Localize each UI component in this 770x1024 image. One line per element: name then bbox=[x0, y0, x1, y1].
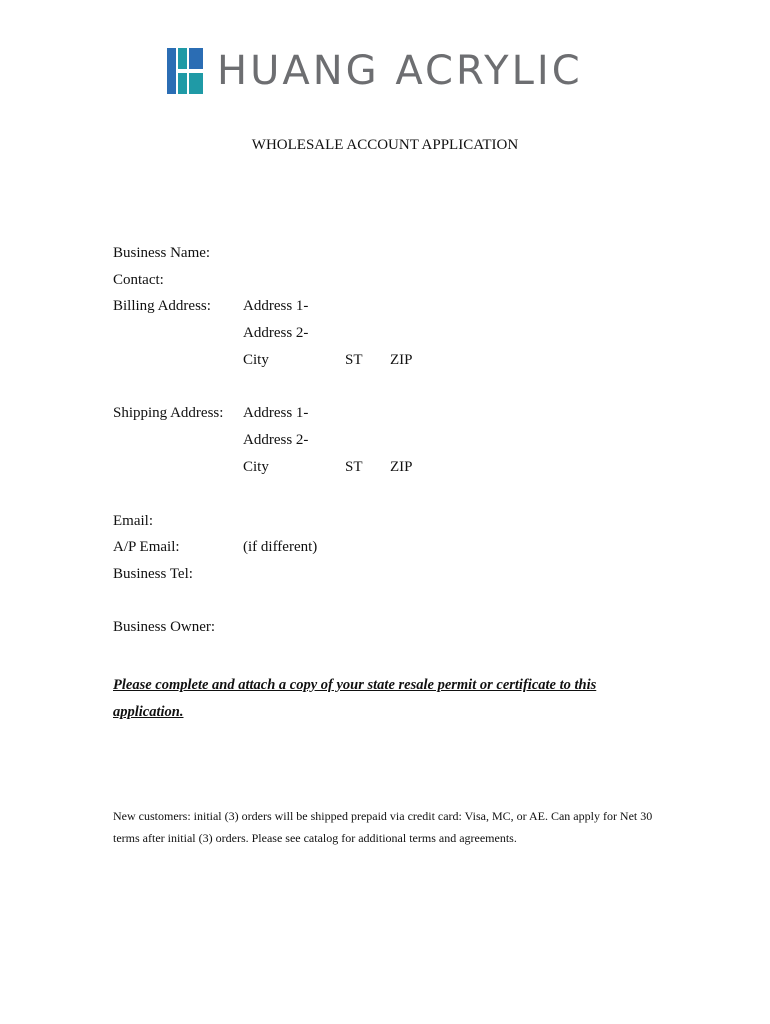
shipping-st-label: ST bbox=[345, 459, 363, 475]
email-label: Email: bbox=[113, 513, 153, 529]
shipping-address1-label: Address 1- bbox=[243, 405, 309, 421]
billing-address2-label: Address 2- bbox=[243, 325, 309, 341]
page-title: WHOLESALE ACCOUNT APPLICATION bbox=[251, 137, 519, 153]
billing-st-label: ST bbox=[345, 352, 363, 368]
billing-zip-label: ZIP bbox=[390, 352, 413, 368]
billing-address1-label: Address 1- bbox=[243, 298, 309, 314]
brand-name: HUANG ACRYLIC bbox=[217, 48, 583, 94]
resale-permit-notice: Please complete and attach a copy of your state resale permit or certificate to this application. bbox=[113, 677, 597, 720]
contact-label: Contact: bbox=[113, 272, 164, 288]
business-owner-label: Business Owner: bbox=[113, 619, 216, 635]
billing-city-label: City bbox=[243, 352, 269, 368]
logo-mark-icon bbox=[167, 48, 203, 94]
if-different-note: (if different) bbox=[243, 539, 318, 555]
new-customer-terms: New customers: initial (3) orders will be shipped prepaid via credit card: Visa, MC, or AE. Can apply for Net 30 terms after initial (3) orders. Please see catalog for additional terms and agreements. bbox=[113, 809, 653, 845]
business-tel-label: Business Tel: bbox=[113, 566, 193, 582]
business-name-label: Business Name: bbox=[113, 245, 211, 261]
shipping-address-label: Shipping Address: bbox=[113, 405, 224, 421]
shipping-zip-label: ZIP bbox=[390, 459, 413, 475]
huang-acrylic-logo bbox=[167, 48, 583, 94]
billing-address-label: Billing Address: bbox=[113, 298, 211, 314]
ap-email-label: A/P Email: bbox=[113, 539, 180, 555]
shipping-city-label: City bbox=[243, 459, 269, 475]
shipping-address2-label: Address 2- bbox=[243, 432, 309, 448]
